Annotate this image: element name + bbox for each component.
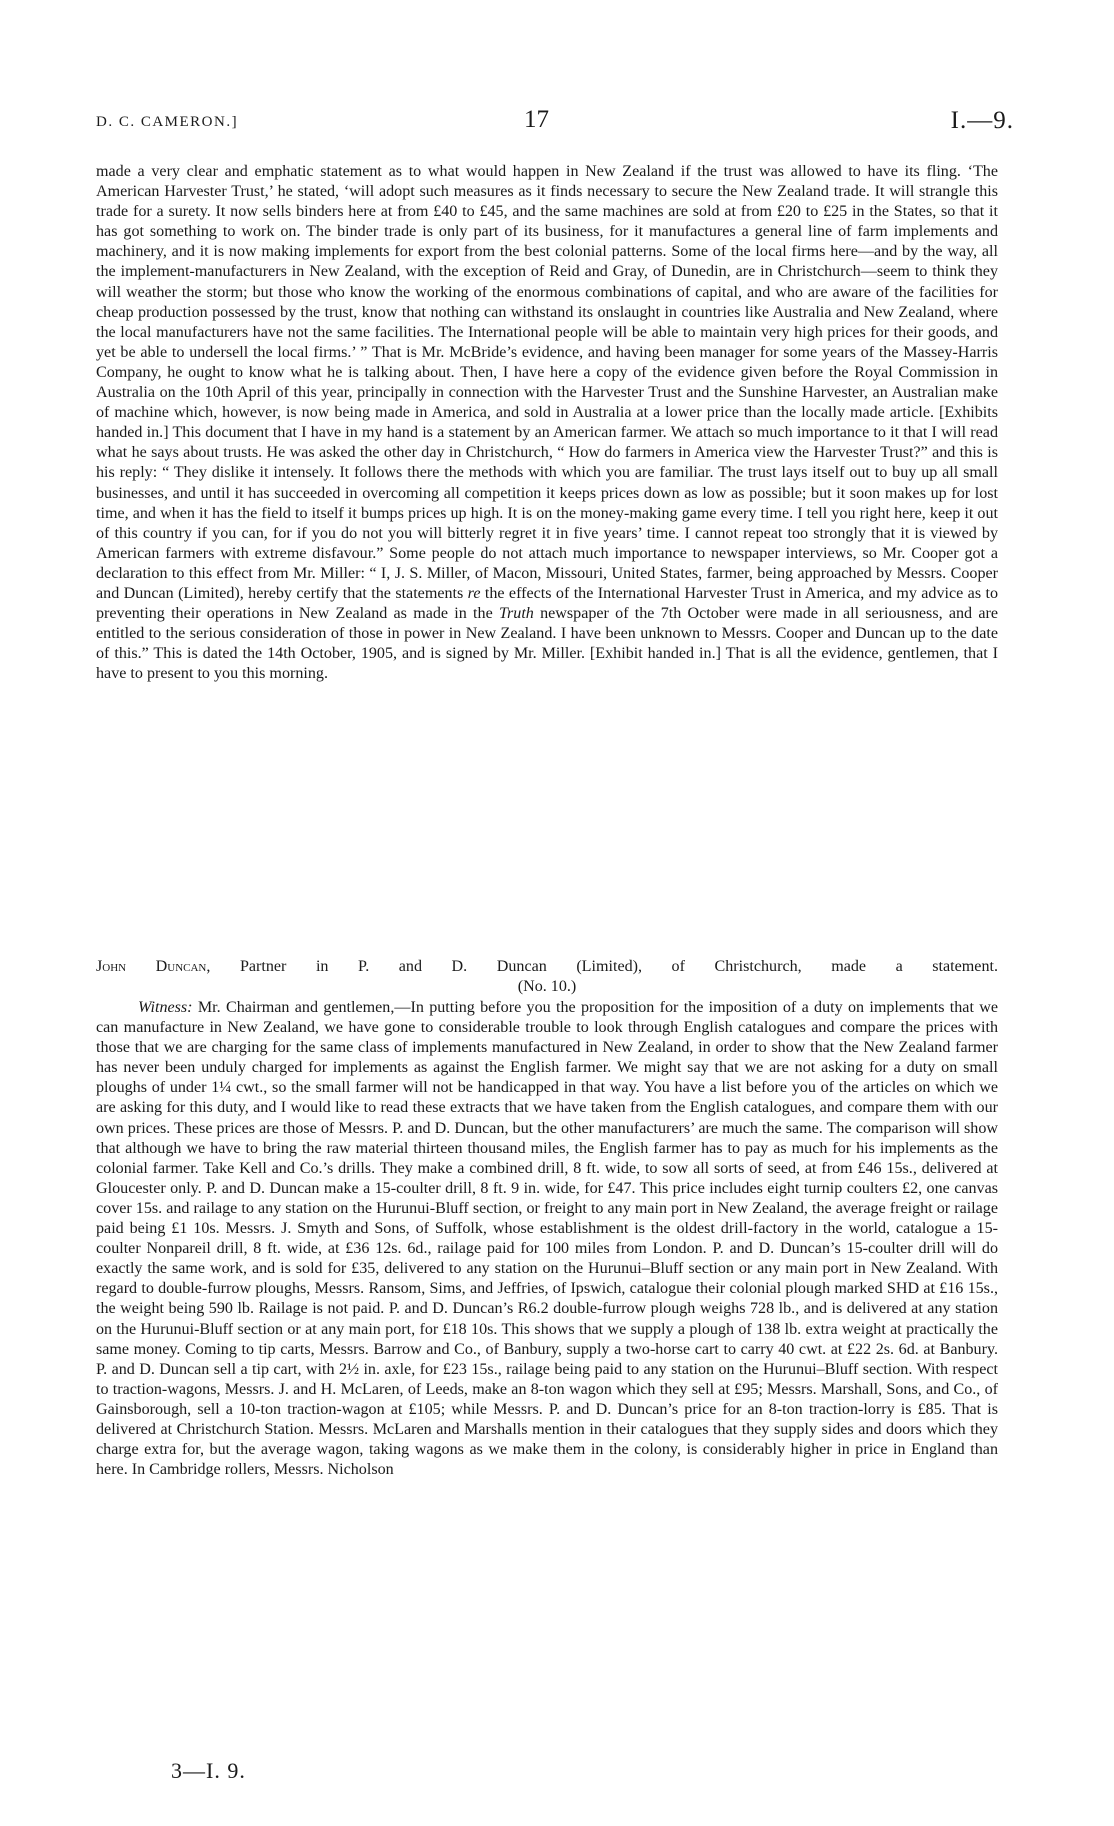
speaker-name: John Duncan <box>96 958 207 975</box>
evidence-paragraph-duncan <box>96 998 998 1480</box>
witness-label: Witness: <box>138 999 193 1016</box>
signature-mark: 3—I. 9. <box>171 1758 246 1783</box>
page-header <box>96 106 1014 140</box>
re-italic: re <box>467 584 481 602</box>
truth-italic: Truth <box>498 605 534 623</box>
statement-heading <box>96 957 998 997</box>
heading-line <box>96 957 998 977</box>
paragraph-1-text: made a very clear and emphatic statement as to what would happen in New Zealand if the trust was allowed to have its fling. ‘The American Harvester Trust,’ he stated, ‘will adopt such measures as it finds necessary to secure the New Zealand trade. It will strangle this trade for a surety. It now sells binders here at from £40 to £45, and the same machines are sold at from £20 to £25 in the States, so that it has got something to work on. The binder trade is only part of its business, for it manufactures a general line of farm implements and machinery, and it is now making implements for export from the best colonial patterns. Some of the local firms here—and by the way, all the implement-manufacturers in New Zealand, with the exception of Reid and Gray, of Dunedin, are in Christchurch—seem to think they will weather the storm; but those who know the working of the enormous combinations of capital, and who are aware of the facilities for cheap production possessed by the trust, know that nothing can withstand its onslaught in countries like Australia and New Zealand, where the local manufacturers have not the same facilities. The International people will be able to maintain very high prices for their goods, and yet be able to undersell the local firms.’ ” That is Mr. McBride’s evidence, and having been manager for some years of the Massey-Harris Company, he ought to know what he is talking about. Then, I have here a copy of the evidence given before the Royal Commission in Australia on the 10th April of this year, principally in connection with the Harvester Trust and the Sunshine Harvester, an Australian make of machine which, however, is now being made in America, and sold in Australia at a lower price than the locally made article. [Exhibits handed in.] This document that I have in my hand is a statement by an American farmer. We attach so much importance to it that I will read what he says about trusts. He was asked the other day in Christchurch, “ How do farmers in America view the Harvester Trust?” and this is his reply: “ They dislike it intensely. It follows there the methods with which you are familiar. The trust lays itself out to buy up all small businesses, and until it has succeeded in overcoming all competition it keeps prices down as low as possible; but it soon makes up for lost time, and when it has the field to itself it bumps prices up high. It is on the money-making game every time. I tell you right here, keep it out of this country if you can, for if you do not you will bitterly regret it in five years’ time. I cannot repeat too strongly that it is viewed by American farmers with extreme disfavour.” Some people do not attach much importance to newspaper interviews, so Mr. Cooper got a declaration to this effect from Mr. Miller: “ I, J. S. Miller, of Macon, Missouri, United States, farmer, being approached by Messrs. Cooper and Duncan (Limited), hereby certify that the statements <box>96 163 998 602</box>
paragraph-text <box>96 162 998 684</box>
paragraph-1-end: newspaper of the 7th October were made in all seriousness, and are entitled to the serious consideration of those in power in New Zealand. I have been unknown to Messrs. Cooper and Duncan up to the date of this.” This is dated the 14th October, 1905, and is signed by Mr. Miller. [Exhibit handed in.] That is all the evidence, gentlemen, that I have to present to you this morning. <box>96 605 998 683</box>
paragraph-text <box>96 998 998 1480</box>
paragraph-1-mid: the effects of the International Harvester Trust in America, and my advice as to preventing their operations in New Zealand as made in the <box>96 584 998 623</box>
paragraph-2-text: Mr. Chairman and gentlemen,—In putting before you the proposition for the imposition of a duty on implements that we can manufacture in New Zealand, we have gone to considerable trouble to look through English catalogues and compare the prices with those that we are charging for the same class of implements manufactured in New Zealand, in order to show that the New Zealand farmer has never been unduly charged for implements as against the English farmer. We might say that we are not asking for a duty on small ploughs of under 1¼ cwt., so the small farmer will not be handicapped in that way. You have a list before you of the articles on which we are asking for this duty, and I would like to read these extracts that we have taken from the English catalogues, and compare them with our own prices. These prices are those of Messrs. P. and D. Duncan, but the other manufacturers’ are much the same. The comparison will show that although we have to bring the raw material thirteen thousand miles, the English farmer has to pay as much for his implements as the colonial farmer. Take Kell and Co.’s drills. They make a combined drill, 8 ft. wide, to sow all sorts of seed, at from £46 15s., delivered at Gloucester only. P. and D. Duncan make a 15-coulter drill, 8 ft. 9 in. wide, for £47. This price includes eight turnip coulters £2, one canvas cover 15s. and railage to any station on the Hurunui-Bluff section, or freight to any main port in New Zealand, the average freight or railage paid being £1 10s. Messrs. J. Smyth and Sons, of Suffolk, whose establishment is the oldest drill-factory in the world, catalogue a 15-coulter Nonpareil drill, 8 ft. wide, at £36 12s. 6d., railage paid for 100 miles from London. P. and D. Duncan’s 15-coulter drill will do exactly the same work, and is sold for £35, delivered to any station on the Hurunui–Bluff section or any main port in New Zealand. With regard to double-furrow ploughs, Messrs. Ransom, Sims, and Jeffries, of Ipswich, catalogue their colonial plough marked SHD at £16 15s., the weight being 590 lb. Railage is not paid. P. and D. Duncan’s R6.2 double-furrow plough weighs 728 lb., and is delivered at any station on the Hurunui-Bluff section or at any main port, for £18 10s. This shows that we supply a plough of 138 lb. extra weight at practically the same money. Coming to tip carts, Messrs. Barrow and Co., of Banbury, supply a two-horse cart to carry 40 cwt. at £22 2s. 6d. at Banbury. P. and D. Duncan sell a tip cart, with 2½ in. axle, for £23 15s., railage being paid to any station on the Hurunui–Bluff section. With respect to traction-wagons, Messrs. J. and H. McLaren, of Leeds, make an 8-ton wagon which they sell at £95; Messrs. Marshall, Sons, and Co., of Gainsborough, sell a 10-ton traction-wagon at £105; while Messrs. P. and D. Duncan’s price for an 8-ton traction-lorry is £85. That is delivered at Christchurch Station. Messrs. McLaren and Marshalls mention in their catalogues that they supply sides and doors which they charge extra for, but the average wagon, taking wagons as we make them in the colony, is considerably higher in price in England than here. In Cambridge rollers, Messrs. Nicholson <box>96 999 998 1479</box>
heading-rest: , Partner in P. and D. Duncan (Limited), of Christchurch, made a statement. <box>206 958 998 975</box>
page-number: 17 <box>524 106 549 133</box>
statement-number: (No. 10.) <box>517 978 577 996</box>
running-head-left: D. C. CAMERON.] <box>96 114 239 130</box>
evidence-paragraph-cameron <box>96 162 998 684</box>
running-head-right: I.—9. <box>950 107 1014 134</box>
